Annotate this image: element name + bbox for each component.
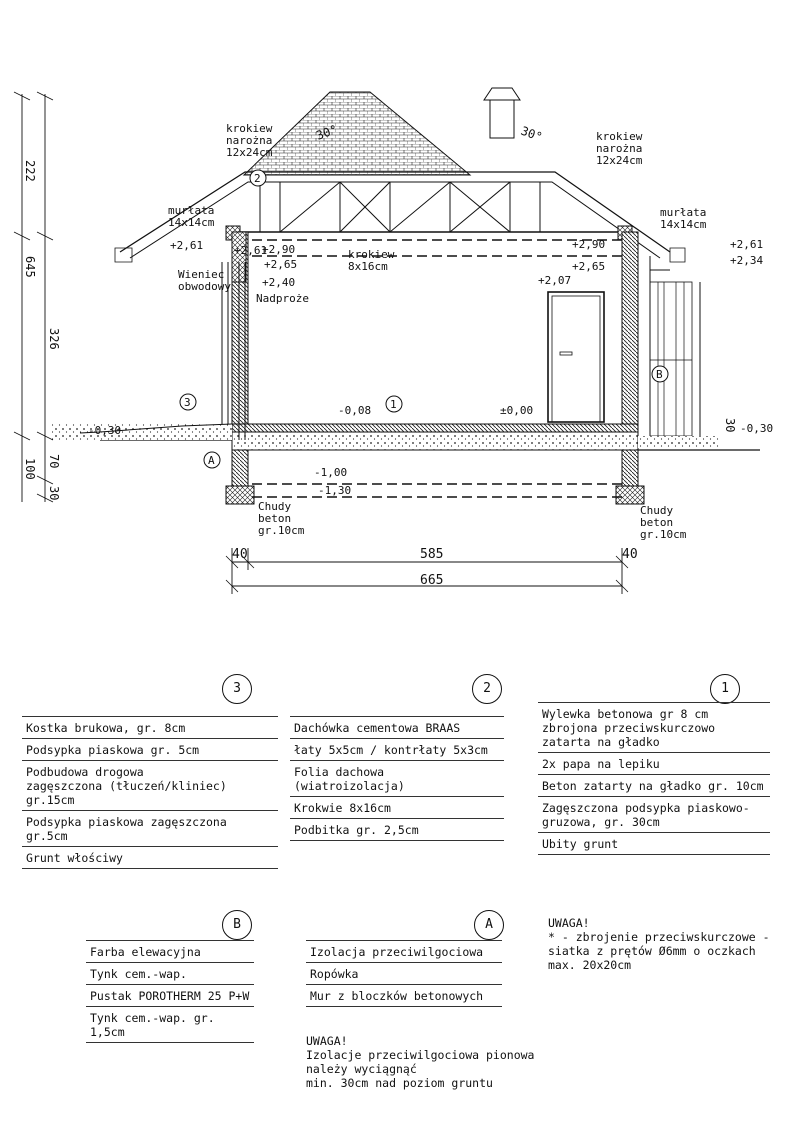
legend-2-bubble: 2 xyxy=(472,674,502,704)
legend-b-bubble: B xyxy=(222,910,252,940)
label-line: 12x24cm xyxy=(596,154,643,167)
label-murlata-right xyxy=(660,206,707,231)
label-line: Chudy xyxy=(258,500,292,513)
label-wieniec xyxy=(178,268,231,293)
legend-3-bubble: 3 xyxy=(222,674,252,704)
dim-wall-right: 40 xyxy=(622,547,638,562)
level-found-1: -1,00 xyxy=(314,466,348,479)
dim-222: 222 xyxy=(23,160,37,182)
label-krokiew-narozna-left-ml xyxy=(226,122,273,159)
marker-3: 3 xyxy=(184,396,191,409)
level-floor-left: -0,08 xyxy=(338,404,372,417)
legend-3-row: Podsypka piaskowa gr. 5cm xyxy=(22,739,278,761)
label-nadproze: Nadproże xyxy=(256,292,309,305)
label-chudy-beton-left xyxy=(258,500,305,537)
level-ceiling-right: +2,65 xyxy=(572,260,606,273)
marker-b: B xyxy=(656,368,663,381)
legend-b-row: Pustak POROTHERM 25 P+W xyxy=(86,985,254,1007)
note-waterproofing: UWAGA! Izolacje przeciwilgociowa pionowa należy wyciągnąć min. 30cm nad poziom gruntu xyxy=(306,1034,535,1090)
label-line: 14x14cm xyxy=(660,218,707,231)
label-line: krokiew xyxy=(348,248,395,261)
dim-inner: 585 xyxy=(420,547,444,562)
dim-total: 665 xyxy=(420,573,444,588)
legend-b xyxy=(86,940,254,1043)
label-line: krokiew xyxy=(596,130,643,143)
dim-645: 645 xyxy=(23,256,37,278)
label-line: gr.10cm xyxy=(640,528,687,541)
dim-70: 70 xyxy=(47,454,61,469)
dim-wall-left: 40 xyxy=(232,547,248,562)
level-ground-right: -0,30 xyxy=(740,422,774,435)
label-line: beton xyxy=(640,516,674,529)
level-lintel: +2,40 xyxy=(262,276,296,289)
legend-1-row: Wylewka betonowa gr 8 cm zbrojona przeciwskurczowo zatarta na gładko xyxy=(538,703,770,753)
label-line: narożna xyxy=(226,134,273,147)
marker-a: A xyxy=(208,454,215,467)
label-krokiew-main xyxy=(348,248,395,273)
level-porch: +2,34 xyxy=(730,254,764,267)
label-line: krokiew xyxy=(226,122,273,135)
level-door-top: +2,07 xyxy=(538,274,572,287)
label-line: gr.10cm xyxy=(258,524,305,537)
label-chudy-beton-right xyxy=(640,504,687,541)
level-ceiling-left: +2,65 xyxy=(264,258,298,271)
legend-b-row: Tynk cem.-wap. gr. 1,5cm xyxy=(86,1007,254,1043)
label-line: 14x14cm xyxy=(168,216,215,229)
legend-a-bubble: A xyxy=(474,910,504,940)
legend-2-row: Folia dachowa (wiatroizolacja) xyxy=(290,761,504,797)
label-line: beton xyxy=(258,512,292,525)
dim-30: 30 xyxy=(47,486,61,501)
legend-1-row: Beton zatarty na gładko gr. 10cm xyxy=(538,775,770,797)
legend-1-bubble: 1 xyxy=(710,674,740,704)
note-reinforcement: UWAGA! * - zbrojenie przeciwskurczowe - siatka z prętów Ø6mm o oczkach max. 20x20cm xyxy=(548,916,770,972)
level-wall-top-right: +2,90 xyxy=(572,238,606,251)
level-ground-left: -0,30 xyxy=(88,424,122,437)
roof-pitch-right: 30° xyxy=(518,123,545,145)
legend-b-row: Tynk cem.-wap. xyxy=(86,963,254,985)
label-krokiew-narozna-right-ml xyxy=(596,130,643,167)
legend-2-row: Dachówka cementowa BRAAS xyxy=(290,717,504,739)
level-found-2: -1,30 xyxy=(318,484,352,497)
floor-slab xyxy=(232,424,638,432)
legend-2 xyxy=(290,716,504,841)
section-labels xyxy=(23,122,773,588)
label-murlata-left xyxy=(168,204,215,229)
legend-a-row: Ropówka xyxy=(306,963,502,985)
marker-2: 2 xyxy=(254,172,261,185)
level-wall-top-left: +2,90 xyxy=(262,243,296,256)
dim-100: 100 xyxy=(23,458,37,480)
label-line: murłata xyxy=(660,206,707,219)
marker-1: 1 xyxy=(390,398,397,411)
legend-3-row: Podbudowa drogowa zagęszczona (tłuczeń/kliniec) gr.15cm xyxy=(22,761,278,811)
chimney xyxy=(490,100,514,138)
legend-b-row: Farba elewacyjna xyxy=(86,941,254,963)
level-eave-left: +2,61 xyxy=(170,239,204,252)
legend-2-row: Krokwie 8x16cm xyxy=(290,797,504,819)
legend-3-row: Podsypka piaskowa zagęszczona gr.5cm xyxy=(22,811,278,847)
legend-a-row: Izolacja przeciwilgociowa xyxy=(306,941,502,963)
label-line: Wieniec xyxy=(178,268,225,281)
legend-1-row: Ubity grunt xyxy=(538,833,770,855)
roof-hip-tiles xyxy=(244,92,470,175)
label-line: narożna xyxy=(596,142,643,155)
legend-3-row: Kostka brukowa, gr. 8cm xyxy=(22,717,278,739)
roof-pitch-left: 30° xyxy=(314,122,340,143)
level-eave-right: +2,61 xyxy=(234,244,268,257)
dim-30-right: 30 xyxy=(723,418,737,433)
level-floor-zero: ±0,00 xyxy=(500,404,534,417)
label-line: 8x16cm xyxy=(348,260,388,273)
legend-a xyxy=(306,940,502,1007)
legend-2-row: Podbitka gr. 2,5cm xyxy=(290,819,504,841)
legend-1-row: Zagęszczona podsypka piaskowo- gruzowa, gr. 30cm xyxy=(538,797,770,833)
label-line: Chudy xyxy=(640,504,674,517)
legend-1 xyxy=(538,702,770,855)
wall-right xyxy=(622,232,638,424)
label-line: murłata xyxy=(168,204,215,217)
legend-2-row: łaty 5x5cm / kontrłaty 5x3cm xyxy=(290,739,504,761)
dim-326: 326 xyxy=(47,328,61,350)
legend-1-row: 2x papa na lepiku xyxy=(538,753,770,775)
level-eave-right-porch: +2,61 xyxy=(730,238,764,251)
legend-a-row: Mur z bloczków betonowych xyxy=(306,985,502,1007)
label-line: 12x24cm xyxy=(226,146,273,159)
door xyxy=(548,292,604,422)
legend-3-row: Grunt włościwy xyxy=(22,847,278,869)
legend-3 xyxy=(22,716,278,869)
label-line: obwodowy xyxy=(178,280,231,293)
